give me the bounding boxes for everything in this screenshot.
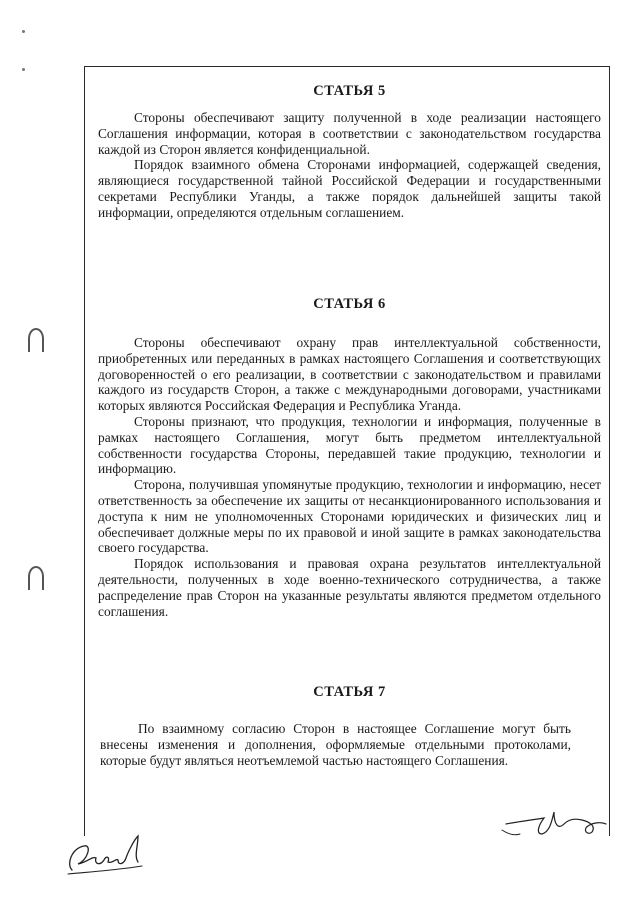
article-5 <box>98 83 601 221</box>
article-6 <box>98 296 601 619</box>
article-paragraph: Порядок взаимного обмена Сторонами информацией, содержащей сведения, являющиеся государственной тайной Российской Федерации и государственными секретами Республики Уганды, а также порядок дальнейшей защиты такой информации, определяются отдельным соглашением. <box>98 157 601 220</box>
article-7 <box>98 684 601 768</box>
article-title: СТАТЬЯ 7 <box>313 684 386 700</box>
binder-hole-icon <box>28 328 44 352</box>
scan-speck <box>22 68 25 71</box>
article-title: СТАТЬЯ 5 <box>313 83 386 99</box>
article-paragraph: Стороны обеспечивают охрану прав интеллектуальной собственности, приобретенных или переданных в рамках настоящего Соглашения и соответствующих договоренностей о его реализации, в соответствии с законодательством и правилами каждого из государств Сторон, а также с международными договорами, участниками которых являются Российская Федерация и Республика Уганда. <box>98 335 601 414</box>
binder-hole-icon <box>28 566 44 590</box>
article-paragraph: Стороны признают, что продукция, технологии и информация, полученные в рамках настоящего Соглашения, могут быть предметом интеллектуальной собственности государства Стороны, передавшей такие продукцию, технологии и информацию. <box>98 413 601 477</box>
left-initials-signature <box>58 826 158 878</box>
article-title: СТАТЬЯ 6 <box>313 296 386 312</box>
article-paragraph: Порядок использования и правовая охрана результатов интеллектуальной деятельности, полученных в ходе военно-технического сотрудничества, а также распределение прав Сторон на указанные результаты являются предметом отдельного соглашения. <box>98 556 601 619</box>
article-paragraph: По взаимному согласию Сторон в настоящее Соглашение могут быть внесены изменения и дополнения, оформляемые отдельными протоколами, которые будут являться неотъемлемой частью настоящего Соглашения. <box>100 721 571 768</box>
right-initials-signature <box>492 800 612 850</box>
article-paragraph: Стороны обеспечивают защиту полученной в ходе реализации настоящего Соглашения информации, которая в соответствии с законодательством государства каждой из Сторон является конфиденциальной. <box>98 110 601 157</box>
article-paragraph: Сторона, получившая упомянутые продукцию, технологии и информацию, несет ответственность за обеспечение их защиты от несанкционированного использования и доступа к ним не уполномоченных Сторонами юридических и физических лиц и обеспечивает должные меры по их правовой и иной защите в рамках законодательства своего государства. <box>98 477 601 556</box>
scan-speck <box>22 30 25 33</box>
